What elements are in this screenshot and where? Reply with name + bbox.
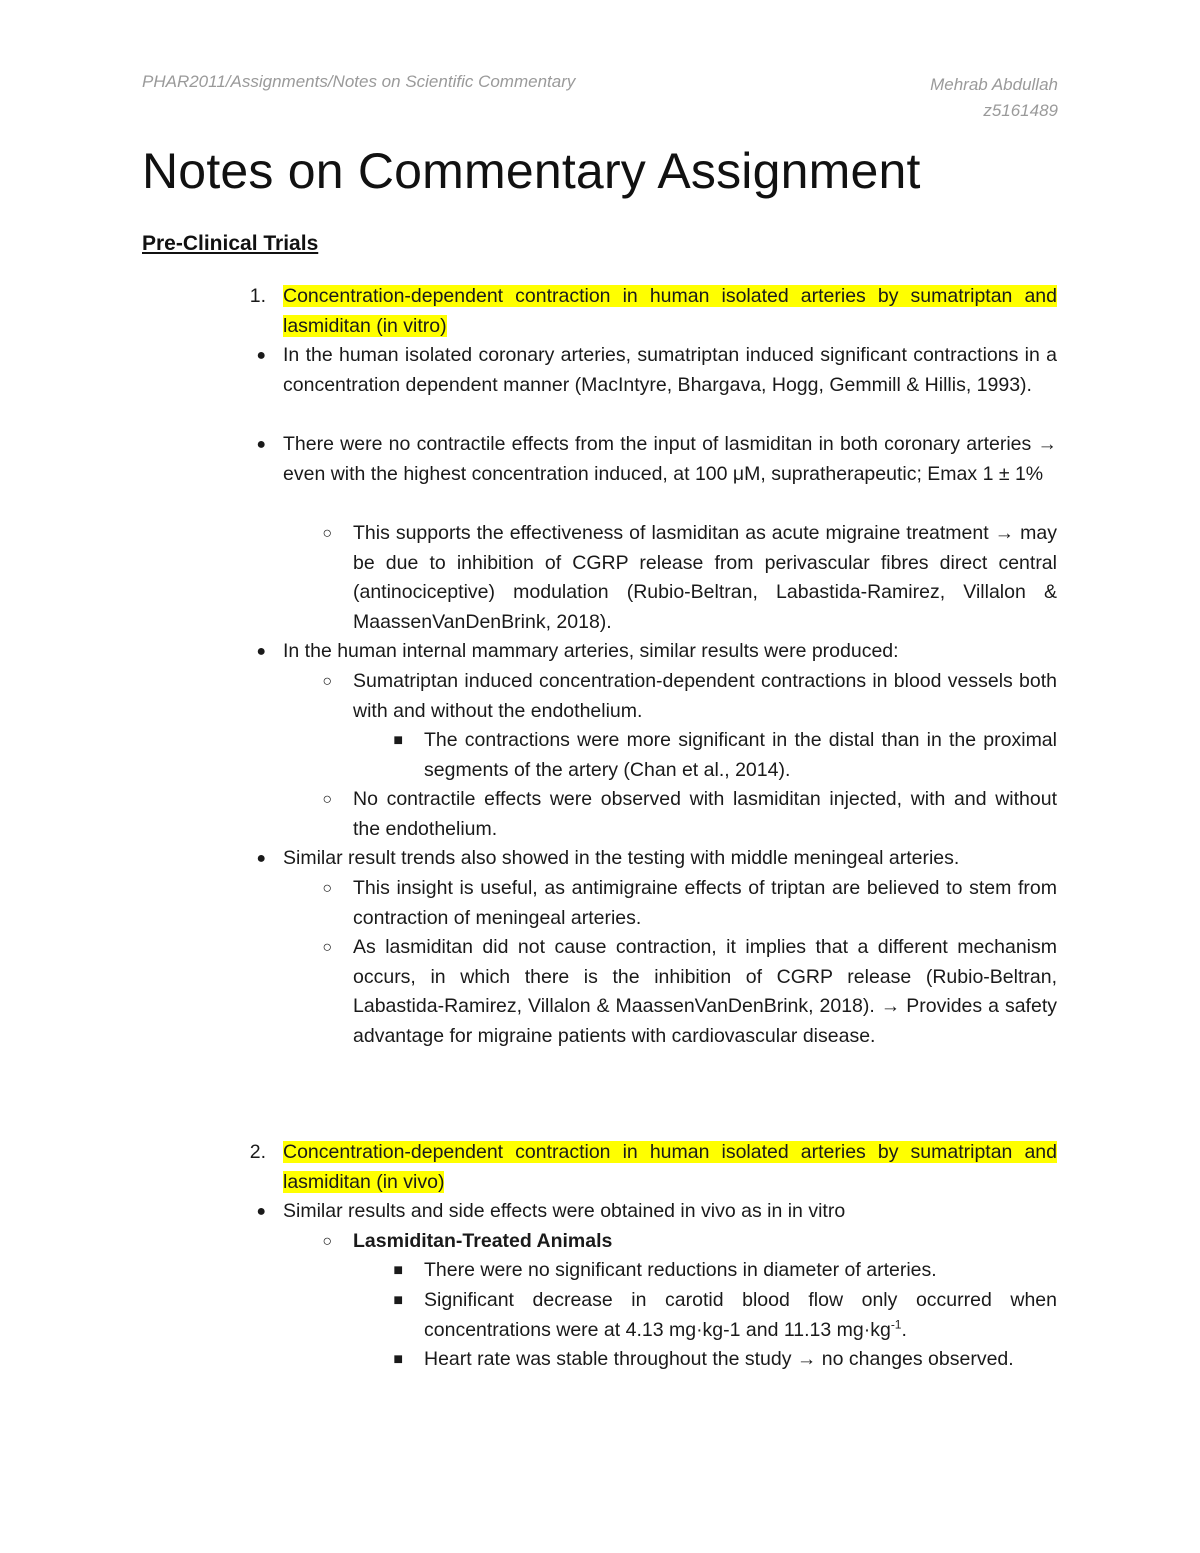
text-main: Significant decrease in carotid blood flow only occurred when concentrations were at 4.13 mg·kg-1 and 11.13 mg·kg: [424, 1289, 1057, 1341]
numbered-item-1: [0, 282, 1200, 341]
sub-bullet-item: [0, 1227, 1200, 1256]
sub-bullet-item: [0, 874, 1200, 933]
sub-sub-bullet-text: Heart rate was stable throughout the study → no changes observed.: [424, 1348, 1014, 1370]
header-course-path: PHAR2011/Assignments/Notes on Scientific Commentary: [142, 72, 576, 91]
sub-bullet-item: [0, 785, 1200, 844]
highlighted-heading: Concentration-dependent contraction in human isolated arteries by sumatriptan and lasmiditan (in vivo): [283, 1141, 1057, 1193]
circle-bullet-icon: ○: [322, 525, 332, 542]
sub-bullet-item: [0, 933, 1200, 1081]
bullet-icon: ●: [256, 850, 266, 867]
bullet-item: [0, 637, 1200, 667]
bullet-item: [0, 430, 1200, 519]
bullet-text: Similar result trends also showed in the testing with middle meningeal arteries.: [283, 847, 960, 869]
sub-sub-bullet-text: There were no significant reductions in diameter of arteries.: [424, 1259, 937, 1281]
section-heading: Pre-Clinical Trials: [142, 232, 319, 255]
sub-sub-bullet-item: [0, 1345, 1200, 1404]
sub-sub-bullet-item: [0, 1286, 1200, 1345]
sub-sub-bullet-item: [0, 1256, 1200, 1286]
square-bullet-icon: ■: [393, 1292, 403, 1309]
bullet-text: In the human internal mammary arteries, similar results were produced:: [283, 640, 899, 662]
bullet-icon: ●: [256, 436, 266, 453]
header-author: Mehrab Abdullah: [930, 75, 1058, 94]
sub-bullet-text: As lasmiditan did not cause contraction, it implies that a different mechanism occurs, in which there is the inhibition of CGRP release (Rubio-Beltran, Labastida-Ramirez, Villalon & MaassenVanDenBrink, 2018). → Provides a safety advantage for migraine patients with cardiovascular disease.: [353, 936, 1057, 1047]
list-number: 1.: [249, 285, 266, 307]
list-number: 2.: [249, 1141, 266, 1163]
numbered-item-2: [0, 1138, 1200, 1197]
bullet-text: There were no contractile effects from the input of lasmiditan in both coronary arteries → even with the highest concentration induced, at 100 μM, supratherapeutic; Emax 1 ± 1%: [283, 433, 1057, 485]
header-author-block: [930, 72, 1058, 124]
sub-bullet-item: [0, 667, 1200, 726]
circle-bullet-icon: ○: [322, 791, 332, 808]
square-bullet-icon: ■: [393, 1351, 403, 1368]
header-student-id: z5161489: [983, 101, 1058, 120]
sub-bullet-text: This supports the effectiveness of lasmiditan as acute migraine treatment → may be due to inhibition of CGRP release from perivascular fibres direct central (antinociceptive) modulation (Rubio-Beltran, Labastida-Ramirez, Villalon & MaassenVanDenBrink, 2018).: [353, 522, 1057, 633]
spacer: [0, 1081, 1200, 1138]
square-bullet-icon: ■: [393, 1262, 403, 1279]
bullet-item: [0, 1197, 1200, 1227]
sub-bullet-item: [0, 519, 1200, 637]
bullet-icon: ●: [256, 643, 266, 660]
circle-bullet-icon: ○: [322, 673, 332, 690]
highlighted-heading: Concentration-dependent contraction in human isolated arteries by sumatriptan and lasmiditan (in vitro): [283, 285, 1057, 337]
bullet-text: In the human isolated coronary arteries, sumatriptan induced significant contractions in a concentration dependent manner (MacIntyre, Bhargava, Hogg, Gemmill & Hillis, 1993).: [283, 344, 1057, 396]
bullet-icon: ●: [256, 347, 266, 364]
sub-bullet-text: Sumatriptan induced concentration-dependent contractions in blood vessels both with and without the endothelium.: [353, 670, 1057, 722]
sub-sub-bullet-item: [0, 726, 1200, 785]
document-body: [0, 282, 1200, 1404]
sub-heading-bold: Lasmiditan-Treated Animals: [353, 1230, 613, 1252]
square-bullet-icon: ■: [393, 732, 403, 749]
circle-bullet-icon: ○: [322, 880, 332, 897]
page-title: Notes on Commentary Assignment: [142, 143, 921, 199]
sub-sub-bullet-text: The contractions were more significant in the distal than in the proximal segments of the artery (Chan et al., 2014).: [424, 729, 1057, 781]
sub-sub-bullet-text: [424, 1286, 1057, 1345]
bullet-item: [0, 341, 1200, 430]
circle-bullet-icon: ○: [322, 1233, 332, 1250]
bullet-item: [0, 844, 1200, 874]
bullet-text: Similar results and side effects were obtained in vivo as in in vitro: [283, 1200, 846, 1222]
text-end: .: [901, 1318, 907, 1341]
superscript: -1: [890, 1317, 902, 1332]
circle-bullet-icon: ○: [322, 939, 332, 956]
sub-bullet-text: No contractile effects were observed with lasmiditan injected, with and without the endothelium.: [353, 788, 1057, 840]
sub-bullet-text: This insight is useful, as antimigraine effects of triptan are believed to stem from contraction of meningeal arteries.: [353, 877, 1057, 929]
bullet-icon: ●: [256, 1203, 266, 1220]
